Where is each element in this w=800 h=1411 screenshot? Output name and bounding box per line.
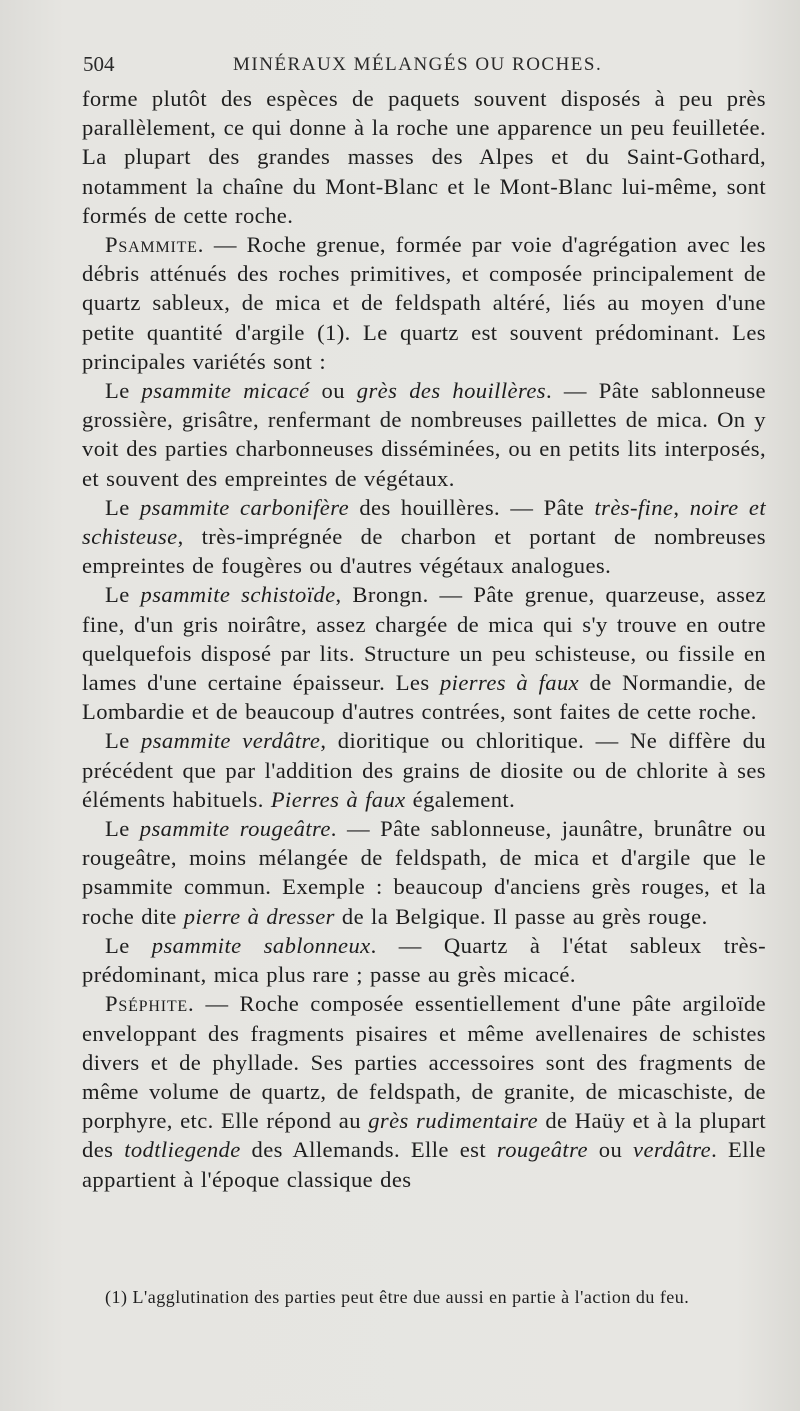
variety-name: psammite sablonneux — [151, 932, 371, 958]
page-number: 504 — [83, 52, 115, 76]
variety-name: psammite verdâtre — [141, 728, 321, 754]
page-header — [83, 52, 763, 84]
paragraph-psammite: Psammite. — Roche grenue, formée par voie d'agrégation avec les débris atténués des roches primitives, et composée principalement de quartz sableux, de mica et de feldspath altéré, liés au moyen d'une petite quantité d'argile (1). Le quartz est souvent prédominant. Les principales variétés sont : — [82, 232, 766, 374]
paragraph-psammite-verdatre: Le psammite verdâtre, dioritique ou chloritique. — Ne diffère du précédent que par l'addition des grains de diosite ou de chlorite à ses éléments habituels. Pierres à faux également. — [82, 728, 766, 812]
paragraph-psammite-schistoide: Le psammite schistoïde, Brongn. — Pâte grenue, quarzeuse, assez fine, d'un gris noirâtre, assez chargée de mica qui s'y trouve en outre quelquefois disposé par lits. Structure un peu schisteuse, ou fissile en lames d'une certaine épaisseur. Les pierres à faux de Normandie, de Lombardie et de beaucoup d'autres contrées, sont faites de cette roche. — [82, 582, 767, 725]
term-psephite: Pséphite. — [105, 991, 195, 1017]
body-text — [82, 84, 766, 1194]
paragraph-intro: forme plutôt des espèces de paquets souvent disposés à peu près parallèlement, ce qui donne à la roche une apparence un peu feuilletée. La plupart des grandes masses des Alpes et du Saint-Gothard, notamment la chaîne du Mont-Blanc et le Mont-Blanc lui-même, sont formés de cette roche. — [82, 86, 766, 228]
variety-name: psammite carbonifère — [139, 494, 350, 520]
paragraph-psammite-carbonifere: Le psammite carbonifère des houillères. — Pâte très-fine, noire et schisteuse, très-imprégnée de charbon et portant de nombreuses empreintes de fougères ou d'autres végétaux analogues. — [82, 494, 766, 579]
variety-name: psammite rougeâtre — [139, 816, 331, 842]
footnote: (1) L'agglutination des parties peut être due aussi en partie à l'action du feu. — [105, 1287, 690, 1307]
paragraph-psammite-sablonneux: Le psammite sablonneux. — Quartz à l'état sableux très-prédominant, mica plus rare ; passe au grès micacé. — [82, 932, 766, 988]
variety-name: psammite micacé — [141, 378, 310, 404]
paragraph-psammite-rougeatre: Le psammite rougeâtre. — Pâte sablonneuse, jaunâtre, brunâtre ou rougeâtre, moins mélangée de feldspath, de mica et d'argile que le psammite commun. Exemple : beaucoup d'anciens grès rouges, et la roche dite pierre à dresser de la Belgique. Il passe au grès rouge. — [82, 816, 766, 929]
term-psammite: Psammite. — [105, 232, 205, 258]
paragraph-psephite: Pséphite. — Roche composée essentiellement d'une pâte argiloïde enveloppant des fragments pisaires et même avellenaires de schistes divers et de phyllade. Ses parties accessoires sont des fragments de même volume de quartz, de feldspath, de granite, de micaschiste, de porphyre, etc. Elle répond au grès rudimentaire de Haüy et à la plupart des todtliegende des Allemands. Elle est rougeâtre ou verdâtre. Elle appartient à l'époque classique des — [82, 991, 766, 1192]
paragraph-psammite-micace: Le psammite micacé ou grès des houillères. — Pâte sablonneuse grossière, grisâtre, renfermant de nombreuses paillettes de mica. On y voit des parties charbonneuses disséminées, ou en petits lits interposés, et souvent des empreintes de végétaux. — [82, 378, 766, 491]
variety-name: psammite schistoïde — [140, 582, 336, 608]
running-title: MINÉRAUX MÉLANGÉS OU ROCHES. — [233, 54, 603, 75]
